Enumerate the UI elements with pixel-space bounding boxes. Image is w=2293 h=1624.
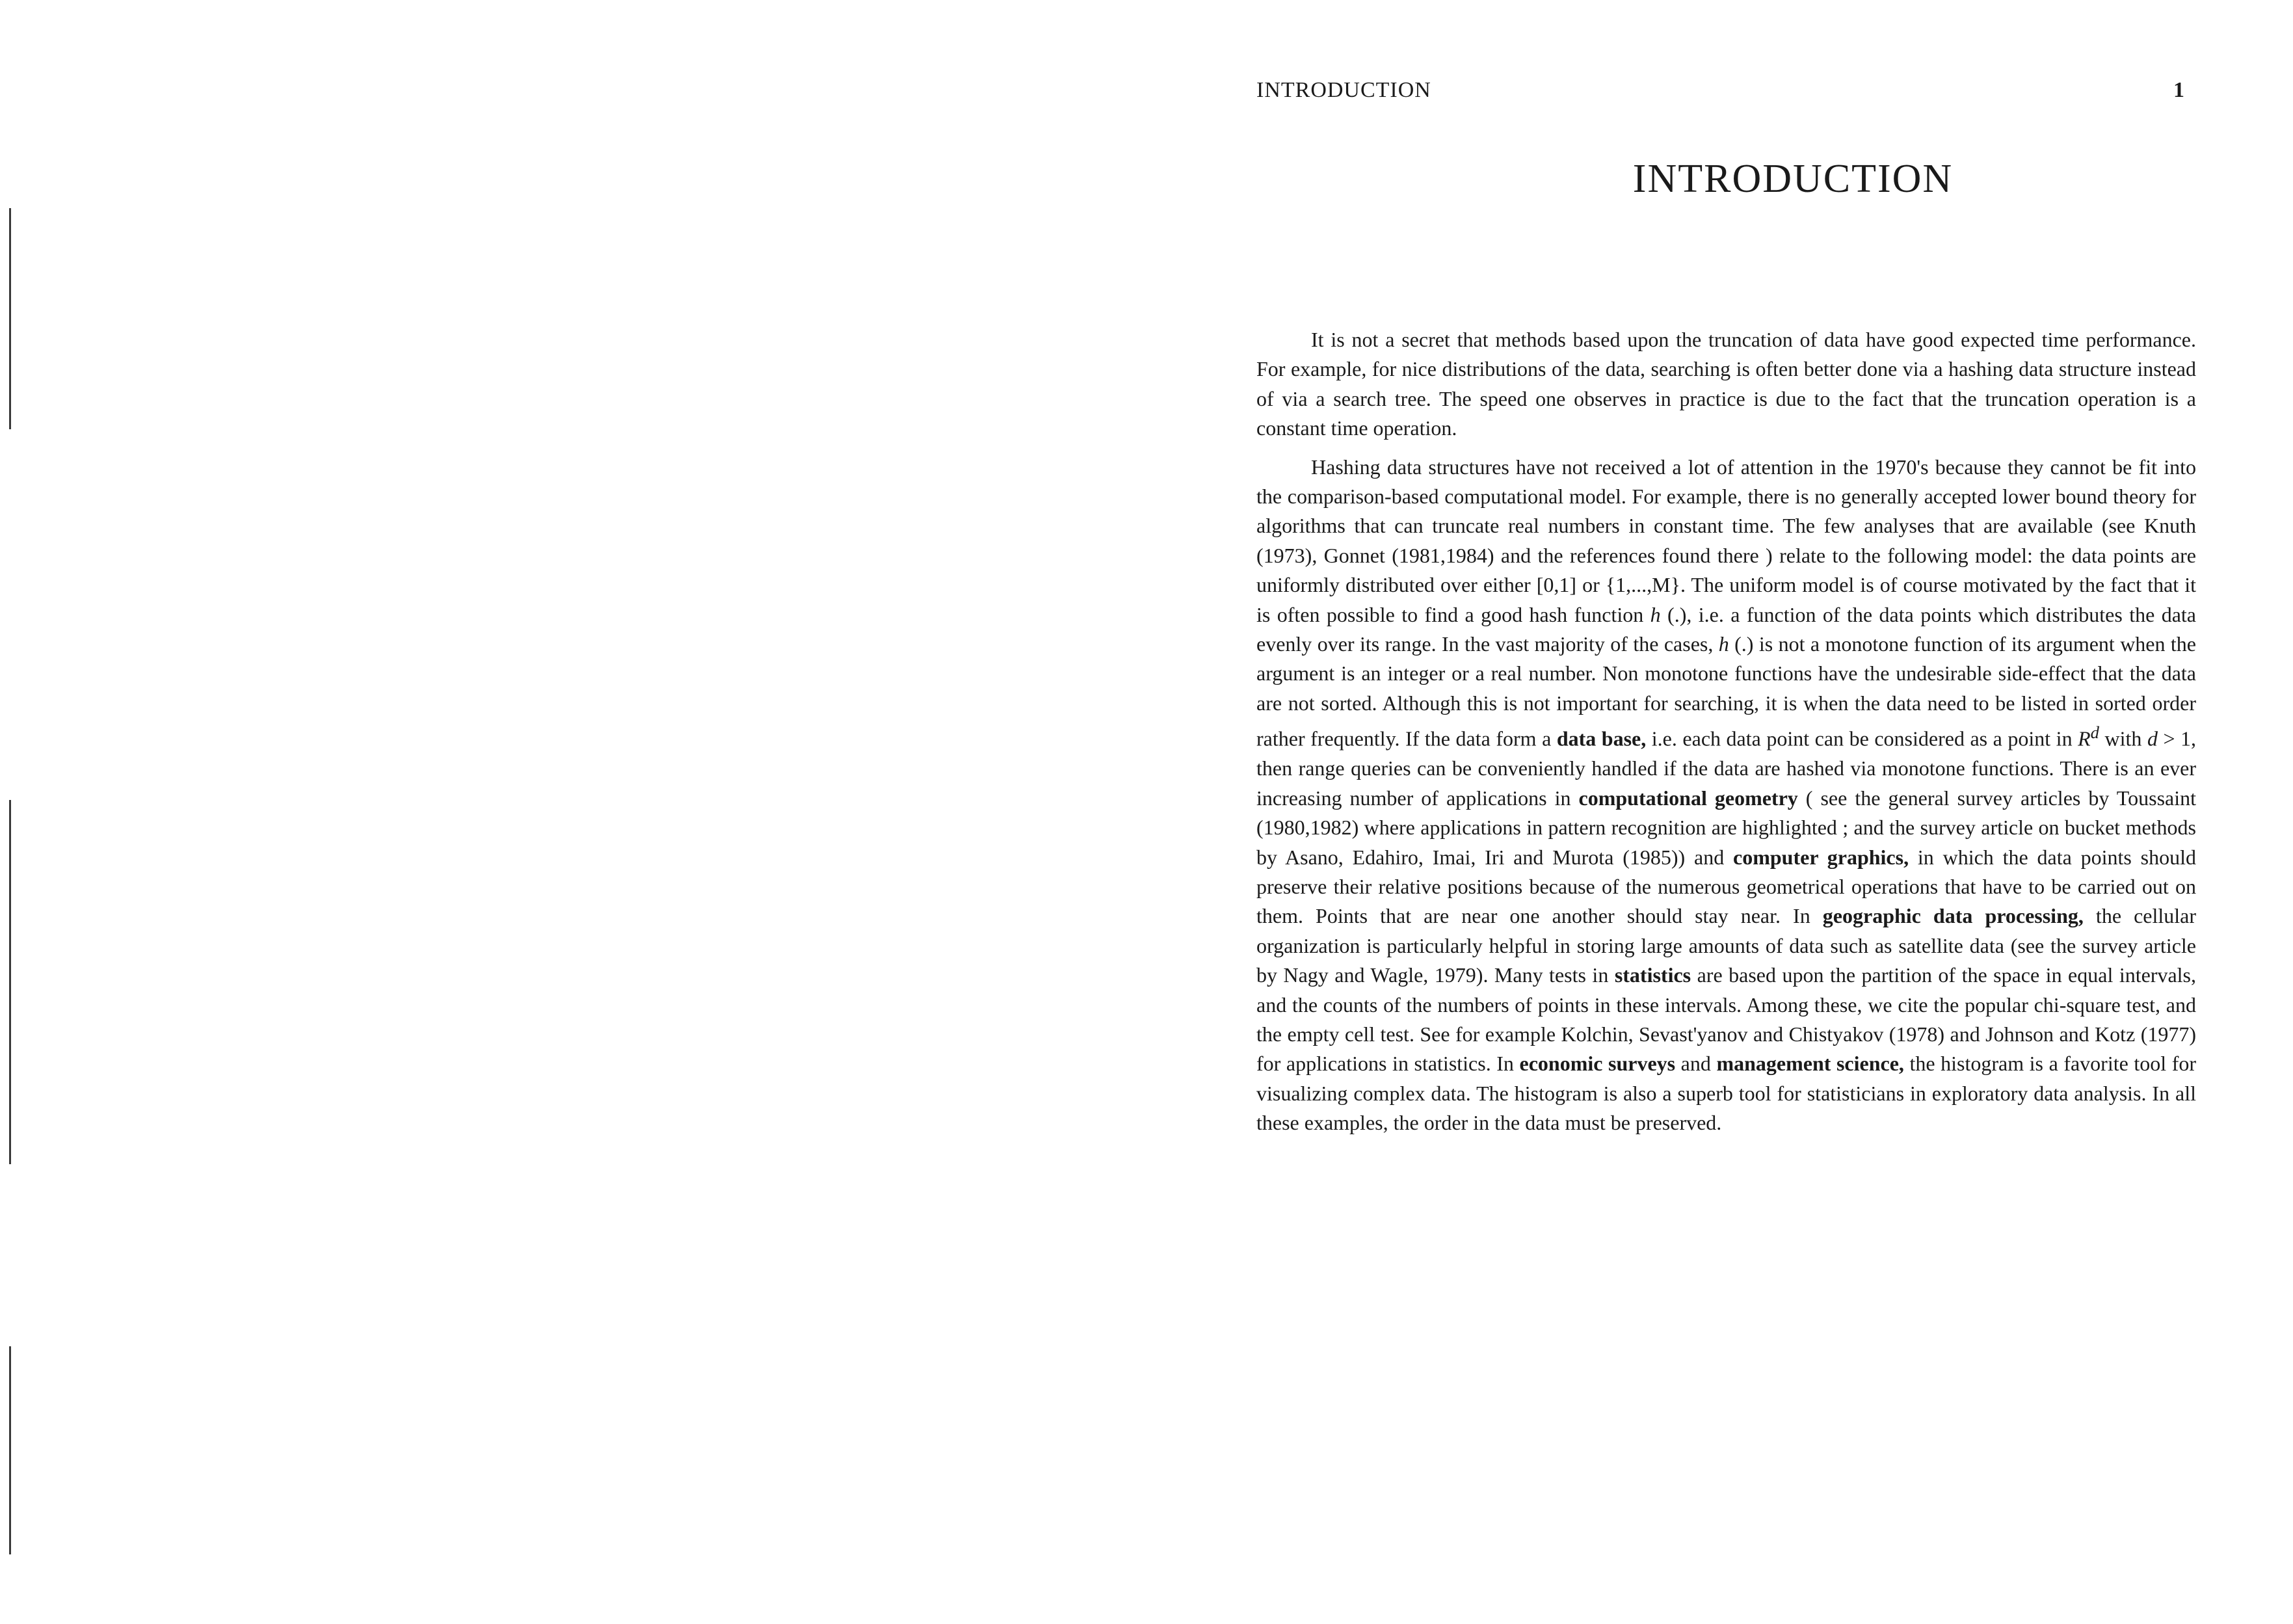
- paragraph-2-text: (.), i.e. a function of the data points which distributes the data evenly over its range. In the vast majority of the cases,: [1256, 602, 2197, 656]
- paragraph-2-text: the cellular organization is particularly helpful in storing large amounts of data such as satellite data (see the survey article by Nagy and Wagle, 1979). Many tests in: [1256, 904, 2197, 987]
- bold-term-statistics: statistics: [1614, 963, 1691, 987]
- paragraph-2: [1256, 453, 2196, 1138]
- hash-function-symbol: h: [1718, 632, 1729, 656]
- book-page: [1256, 65, 2199, 1561]
- math-R: R: [2078, 726, 2091, 751]
- page-number: 1: [2173, 78, 2185, 102]
- paragraph-2-text: in which the data points should preserve their relative positions because of the numerous geometrical operations that have to be carried out on them. Points that are near one another should stay near. In: [1256, 845, 2197, 928]
- paragraph-2-text: (.) is not a monotone function of its argument when the argument is an integer or a real number. Non monotone functions have the undesirable side-effect that the data are not sorted. Although this is not important for searching, it is when the data need to be listed in sorted order rather frequently. If the data form a: [1256, 632, 2196, 751]
- paragraph-2-text: the histogram is a favorite tool for visualizing complex data. The histogram is also a superb tool for statisticians in exploratory data analysis. In all these examples, the order in the data must be preserved.: [1256, 1052, 2197, 1135]
- paragraph-2-text: with: [2099, 726, 2147, 751]
- hash-function-symbol: h: [1650, 602, 1661, 626]
- paragraph-2-text: ( see the general survey articles by Toussaint (1980,1982) where applications in pattern recognition are highlighted ; and the survey article on bucket methods by Asano, Edahiro, Imai, Iri and Murota (1985)) and: [1256, 786, 2196, 869]
- paragraph-2-text: and: [1675, 1052, 1717, 1076]
- binding-edge-mark: [9, 800, 11, 1164]
- math-d: d: [2147, 726, 2158, 751]
- bold-term-geographic-data-processing: geographic data processing,: [1822, 904, 2084, 928]
- bold-term-data-base: data base,: [1556, 726, 1647, 751]
- bold-term-computer-graphics: computer graphics,: [1733, 845, 1909, 869]
- paragraph-2-text: Hashing data structures have not received a lot of attention in the 1970's because they cannot be fit into the comparison-based computational model. For example, there is no generally accepted lower bound theory for algorithms that can truncate real numbers in constant time. The few analyses that are available (see Knuth (1973), Gonnet (1981,1984) and the references found there ) relate to the following model: the data points are uniformly distributed over either [0,1] or {1,...,M}. The uniform model is of course motivated by the fact that it is often possible to find a good hash function: [1256, 455, 2196, 626]
- paragraph-2-text: i.e. each data point can be considered as a point in: [1646, 726, 2078, 751]
- bold-term-economic-surveys: economic surveys: [1519, 1052, 1676, 1076]
- binding-edge-mark: [9, 208, 11, 429]
- bold-term-management-science: management science,: [1716, 1052, 1904, 1076]
- running-head: [1256, 78, 2199, 104]
- blank-left-page: [0, 0, 1145, 1624]
- binding-edge-mark: [9, 1346, 11, 1554]
- paragraph-1: It is not a secret that methods based upon the truncation of data have good expected time performance. For example, for nice distributions of the data, searching is often better done via a hashing data structure instead of via a search tree. The speed one observes in practice is due to the fact that the truncation operation is a constant time operation.: [1256, 328, 2196, 440]
- paragraph-2-text: are based upon the partition of the space in equal intervals, and the counts of the numbers of points in these intervals. Among these, we cite the popular chi-square test, and the empty cell test. See for example Kolchin, Sevast'yanov and Chistyakov (1978) and Johnson and Kotz (1977) for applications in statistics. In: [1256, 963, 2197, 1076]
- running-head-title: INTRODUCTION: [1256, 78, 1431, 102]
- body-text: [1256, 325, 2196, 1147]
- chapter-title: INTRODUCTION: [1632, 157, 1954, 201]
- paragraph-2-text: > 1, then range queries can be conveniently handled if the data are hashed via monotone functions. There is an ever increasing number of applications in: [1256, 726, 2197, 810]
- bold-term-computational-geometry: computational geometry: [1578, 786, 1798, 810]
- math-d-superscript: d: [2090, 723, 2099, 743]
